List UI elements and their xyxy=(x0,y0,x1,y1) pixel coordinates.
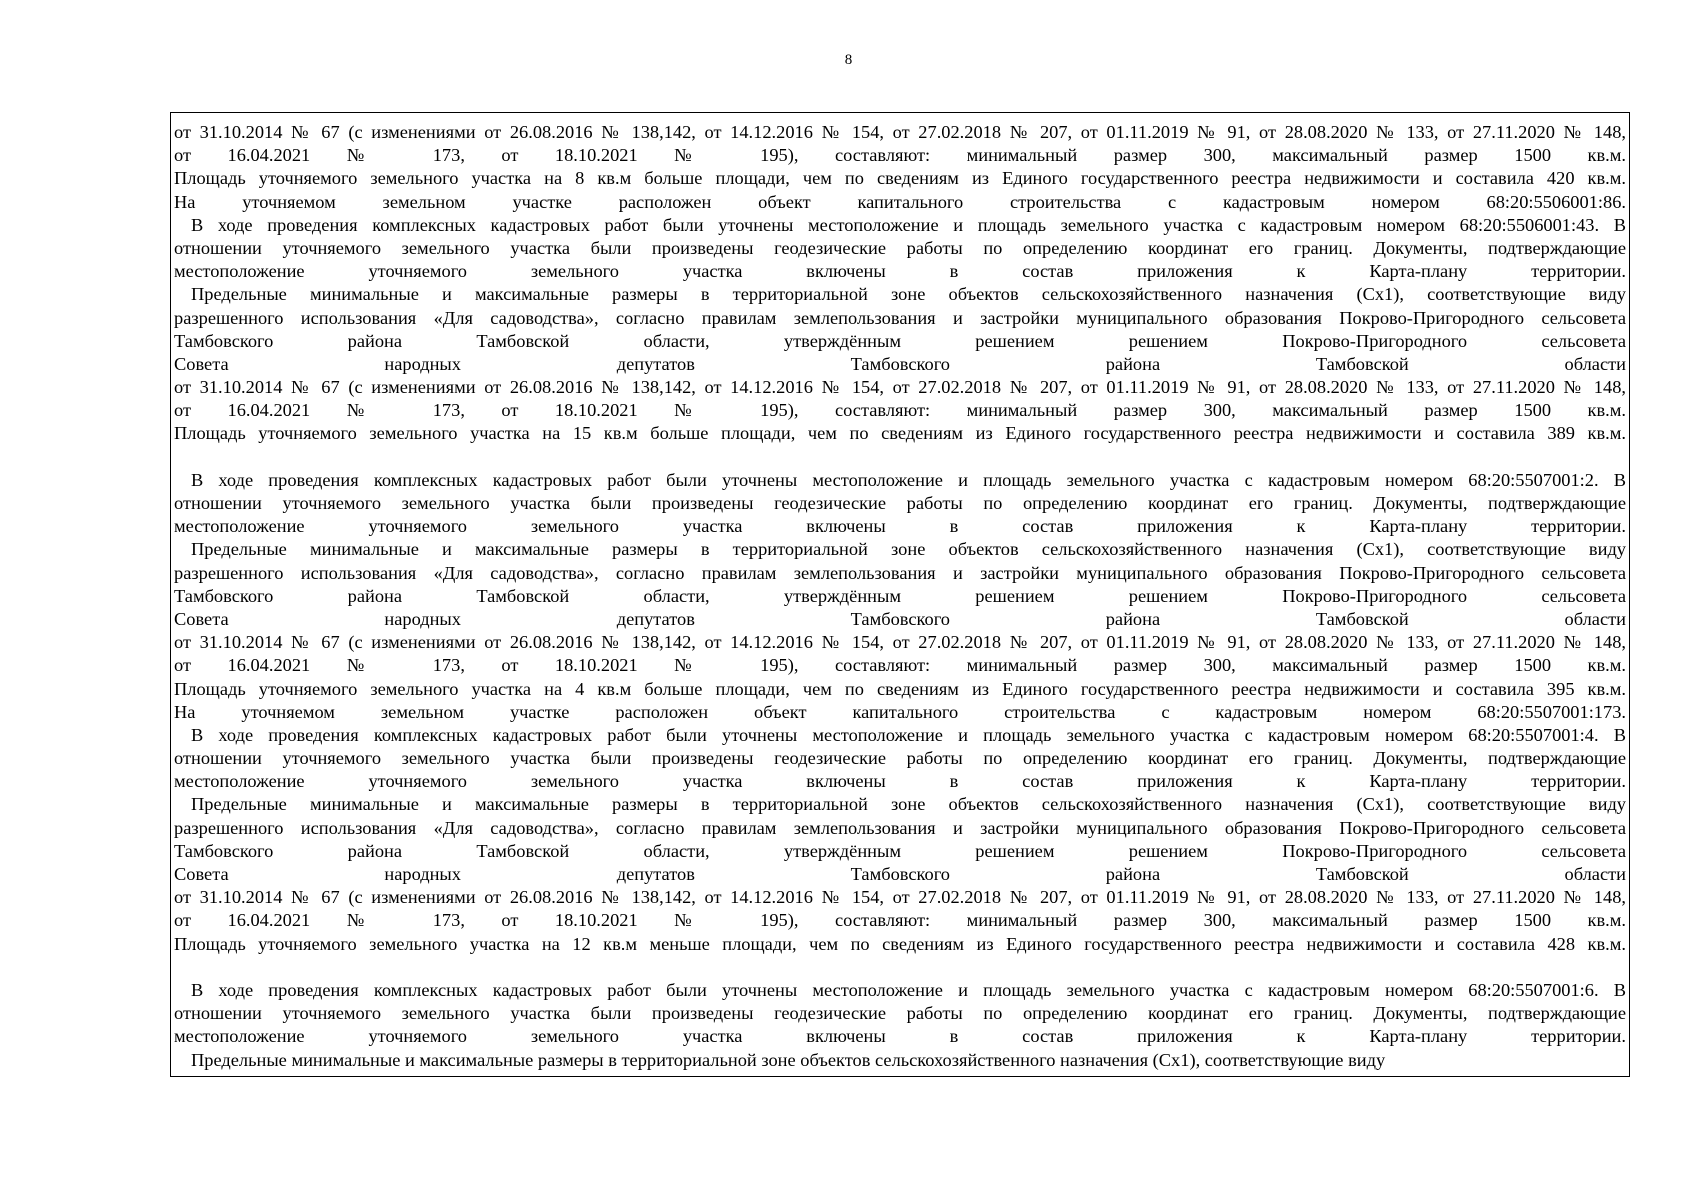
text-line: Предельные минимальные и максимальные размеры в территориальной зоне объектов сельскохозяйственного назначения (Сх1), соответствующие виду xyxy=(191,539,1626,560)
text-line: Тамбовского района Тамбовской области, утверждённым решением решением Покрово-Пригородного сельсовета xyxy=(174,330,1626,351)
text-line: В ходе проведения комплексных кадастровых работ были уточнены местоположение и площадь земельного участка с кадастровым номером 68:20:5506001:43. В xyxy=(191,214,1626,235)
text-line: Предельные минимальные и максимальные размеры в территориальной зоне объектов сельскохозяйственного назначения (Сх1), соответствующие виду xyxy=(191,284,1626,305)
text-line: от 31.10.2014 № 67 (с изменениями от 26.08.2016 № 138,142, от 14.12.2016 № 154, от 27.02.2018 № 207, от 01.11.2019 № 91, от 28.08.2020 № 133, от 27.11.2020 № 148, xyxy=(174,632,1626,653)
text-line: местоположение уточняемого земельного участка включены в состав приложения к Карта-плану территории. xyxy=(174,771,1626,792)
text-line: разрешенного использования «Для садоводства», согласно правилам землепользования и застройки муниципального образования Покрово-Пригородного сельсовета xyxy=(174,817,1626,838)
text-line: от 31.10.2014 № 67 (с изменениями от 26.08.2016 № 138,142, от 14.12.2016 № 154, от 27.02.2018 № 207, от 01.11.2019 № 91, от 28.08.2020 № 133, от 27.11.2020 № 148, xyxy=(174,887,1626,908)
text-line: Тамбовского района Тамбовской области, утверждённым решением решением Покрово-Пригородного сельсовета xyxy=(174,585,1626,606)
text-line: В ходе проведения комплексных кадастровых работ были уточнены местоположение и площадь земельного участка с кадастровым номером 68:20:5507001:4. В xyxy=(191,724,1626,745)
text-line: В ходе проведения комплексных кадастровых работ были уточнены местоположение и площадь земельного участка с кадастровым номером 68:20:5507001:2. В xyxy=(191,469,1626,490)
text-line: В ходе проведения комплексных кадастровых работ были уточнены местоположение и площадь земельного участка с кадастровым номером 68:20:5507001:6. В xyxy=(191,979,1626,1000)
blank-line xyxy=(174,956,1626,979)
document-frame xyxy=(170,112,1630,1077)
text-line: На уточняемом земельном участке расположен объект капитального строительства с кадастровым номером 68:20:5507001:173. xyxy=(174,701,1626,722)
text-line: Тамбовского района Тамбовской области, утверждённым решением решением Покрово-Пригородного сельсовета xyxy=(174,840,1626,861)
text-line: разрешенного использования «Для садоводства», согласно правилам землепользования и застройки муниципального образования Покрово-Пригородного сельсовета xyxy=(174,562,1626,583)
text-line: от 16.04.2021 № 173, от 18.10.2021 № 195), составляют: минимальный размер 300, максимальный размер 1500 кв.м. xyxy=(174,145,1626,166)
text-line: отношении уточняемого земельного участка были произведены геодезические работы по определению координат его границ. Документы, подтверждающие xyxy=(174,748,1626,769)
text-line: Совета народных депутатов Тамбовского района Тамбовской области xyxy=(174,353,1626,374)
document-body xyxy=(171,113,1629,1072)
text-line: от 16.04.2021 № 173, от 18.10.2021 № 195), составляют: минимальный размер 300, максимальный размер 1500 кв.м. xyxy=(174,655,1626,676)
text-line: отношении уточняемого земельного участка были произведены геодезические работы по определению координат его границ. Документы, подтверждающие xyxy=(174,1003,1626,1024)
text-line: Площадь уточняемого земельного участка на 15 кв.м больше площади, чем по сведениям из Единого государственного реестра недвижимости и составила 389 кв.м. xyxy=(174,423,1626,444)
text-line: местоположение уточняемого земельного участка включены в состав приложения к Карта-плану территории. xyxy=(174,516,1626,537)
text-line: Совета народных депутатов Тамбовского района Тамбовской области xyxy=(174,864,1626,884)
text-line: от 31.10.2014 № 67 (с изменениями от 26.08.2016 № 138,142, от 14.12.2016 № 154, от 27.02.2018 № 207, от 01.11.2019 № 91, от 28.08.2020 № 133, от 27.11.2020 № 148, xyxy=(174,122,1626,142)
blank-line xyxy=(174,446,1626,469)
text-line: местоположение уточняемого земельного участка включены в состав приложения к Карта-плану территории. xyxy=(174,1026,1626,1047)
text-line: от 31.10.2014 № 67 (с изменениями от 26.08.2016 № 138,142, от 14.12.2016 № 154, от 27.02.2018 № 207, от 01.11.2019 № 91, от 28.08.2020 № 133, от 27.11.2020 № 148, xyxy=(174,377,1626,398)
text-line: Площадь уточняемого земельного участка на 4 кв.м больше площади, чем по сведениям из Единого государственного реестра недвижимости и составила 395 кв.м. xyxy=(174,678,1626,699)
text-line: На уточняемом земельном участке расположен объект капитального строительства с кадастровым номером 68:20:5506001:86. xyxy=(174,191,1626,212)
page-number: 8 xyxy=(844,52,853,68)
text-line: отношении уточняемого земельного участка были произведены геодезические работы по определению координат его границ. Документы, подтверждающие xyxy=(174,493,1626,513)
text-line: Площадь уточняемого земельного участка на 8 кв.м больше площади, чем по сведениям из Единого государственного реестра недвижимости и составила 420 кв.м. xyxy=(174,168,1626,189)
text-line: Площадь уточняемого земельного участка на 12 кв.м меньше площади, чем по сведениям из Единого государственного реестра недвижимости и составила 428 кв.м. xyxy=(174,933,1626,954)
text-line: отношении уточняемого земельного участка были произведены геодезические работы по определению координат его границ. Документы, подтверждающие xyxy=(174,237,1626,258)
text-line: разрешенного использования «Для садоводства», согласно правилам землепользования и застройки муниципального образования Покрово-Пригородного сельсовета xyxy=(174,307,1626,328)
text-line: от 16.04.2021 № 173, от 18.10.2021 № 195), составляют: минимальный размер 300, максимальный размер 1500 кв.м. xyxy=(174,910,1626,931)
text-line: Совета народных депутатов Тамбовского района Тамбовской области xyxy=(174,608,1626,629)
text-line: Предельные минимальные и максимальные размеры в территориальной зоне объектов сельскохозяйственного назначения (Сх1), соответствующие виду xyxy=(191,1049,1386,1070)
text-line: от 16.04.2021 № 173, от 18.10.2021 № 195), составляют: минимальный размер 300, максимальный размер 1500 кв.м. xyxy=(174,400,1626,421)
text-line: Предельные минимальные и максимальные размеры в территориальной зоне объектов сельскохозяйственного назначения (Сх1), соответствующие виду xyxy=(191,794,1626,815)
text-line: местоположение уточняемого земельного участка включены в состав приложения к Карта-плану территории. xyxy=(174,261,1626,282)
